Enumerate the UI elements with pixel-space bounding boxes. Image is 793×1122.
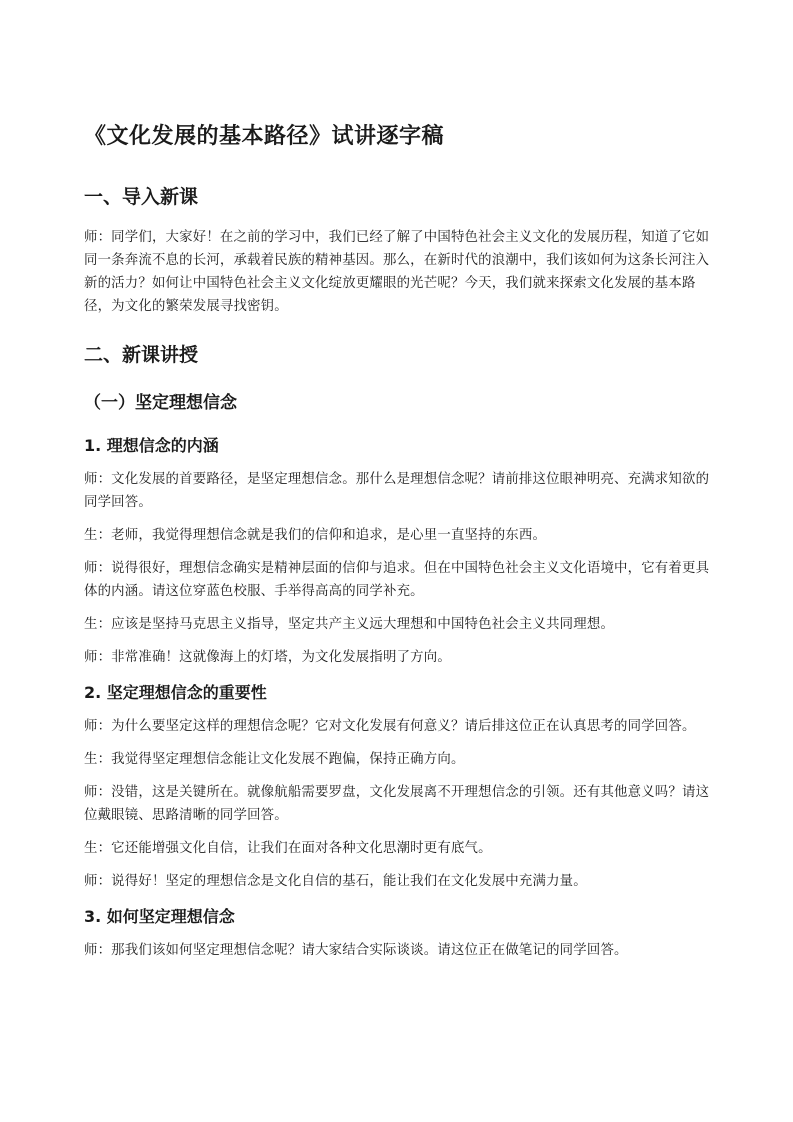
part-heading-how-to: 3. 如何坚定理想信念 xyxy=(84,907,235,926)
intro-paragraph: 师：同学们，大家好！在之前的学习中，我们已经了解了中国特色社会主义文化的发展历程，知道了它如同一条奔流不息的长河，承载着民族的精神基因。那么，在新时代的浪潮中，我们该如何为这条长河注入新的活力？如何让中国特色社会主义文化绽放更耀眼的光芒呢？今天，我们就来探索文化发展的基本路径，为文化的繁荣发展寻找密钥。 xyxy=(84,230,710,314)
dialogue-line: 生：应该是坚持马克思主义指导，坚定共产主义远大理想和中国特色社会主义共同理想。 xyxy=(84,617,615,632)
dialogue-line: 师：说得好！坚定的理想信念是文化自信的基石，能让我们在文化发展中充满力量。 xyxy=(84,874,587,889)
part-heading-connotation: 1. 理想信念的内涵 xyxy=(84,436,219,455)
dialogue-line: 师：非常准确！这就像海上的灯塔，为文化发展指明了方向。 xyxy=(84,650,451,665)
dialogue-line: 师：没错，这是关键所在。就像航船需要罗盘，文化发展离不开理想信念的引领。还有其他意义吗？请这位戴眼镜、思路清晰的同学回答。 xyxy=(84,785,710,823)
document-title: 《文化发展的基本路径》试讲逐字稿 xyxy=(84,124,445,149)
subsection-heading-ideals: （一）坚定理想信念 xyxy=(84,393,237,413)
part-heading-importance: 2. 坚定理想信念的重要性 xyxy=(84,683,267,702)
dialogue-line: 师：说得很好，理想信念确实是精神层面的信仰与追求。但在中国特色社会主义文化语境中，它有着更具体的内涵。请这位穿蓝色校服、手举得高高的同学补充。 xyxy=(84,561,710,599)
dialogue-line: 生：我觉得坚定理想信念能让文化发展不跑偏，保持正确方向。 xyxy=(84,752,465,767)
dialogue-line: 师：文化发展的首要路径，是坚定理想信念。那什么是理想信念呢？请前排这位眼神明亮、充满求知欲的同学回答。 xyxy=(84,472,710,510)
dialogue-line: 师：那我们该如何坚定理想信念呢？请大家结合实际谈谈。请这位正在做笔记的同学回答。 xyxy=(84,943,628,958)
dialogue-line: 生：它还能增强文化自信，让我们在面对各种文化思潮时更有底气。 xyxy=(84,841,492,856)
dialogue-line: 师：为什么要坚定这样的理想信念呢？它对文化发展有何意义？请后排这位正在认真思考的同学回答。 xyxy=(84,719,696,734)
document-page xyxy=(84,118,714,972)
section-heading-intro: 一、导入新课 xyxy=(84,186,199,208)
dialogue-line: 生：老师，我觉得理想信念就是我们的信仰和追求，是心里一直坚持的东西。 xyxy=(84,528,547,543)
section-heading-lecture: 二、新课讲授 xyxy=(84,344,199,366)
